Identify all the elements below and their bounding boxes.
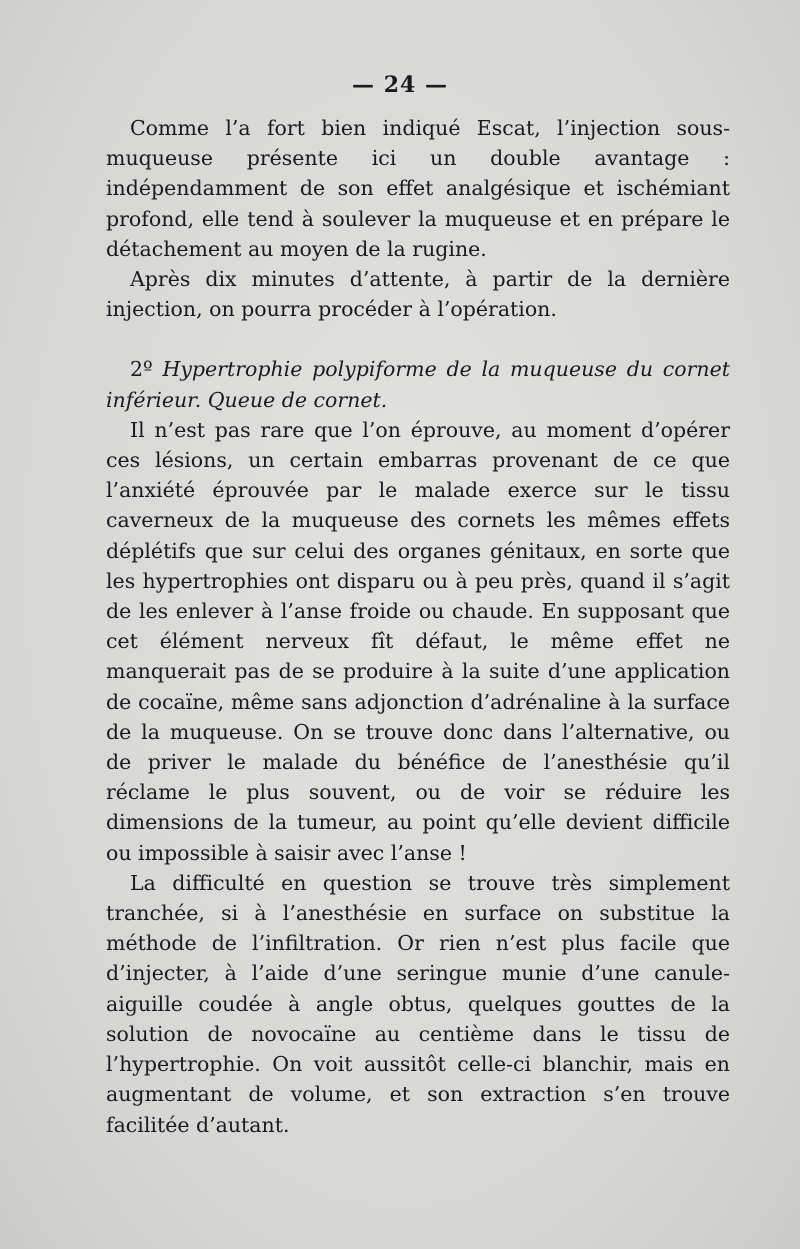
paragraph-attente: Après dix minutes d’attente, à partir de la dernière injection, on pourra procéder à l’opération. [106, 267, 730, 322]
page-number: — 24 — [352, 72, 448, 98]
section-number: 2º [130, 357, 153, 382]
paragraph-escat: Comme l’a fort bien indiqué Escat, l’injection sous-muqueuse présente ici un double avantage : indépendamment de son effet analgésique et ischémiant profond, elle tend à soulever la muqueuse et en prépare le détachement au moyen de la rugine. [106, 116, 730, 261]
section-title: Hypertrophie polypiforme de la muqueuse du cornet inférieur. Queue de cornet. [106, 357, 730, 412]
paragraph-embarras: Il n’est pas rare que l’on éprouve, au moment d’opérer ces lésions, un certain embarras provenant de ce que l’anxiété éprouvée par le malade exerce sur le tissu caverneux de la muqueuse des cornets les mêmes effets déplétifs que sur celui des organes génitaux, en sorte que les hypertrophies ont disparu ou à peu près, quand il s’agit de les enlever à l’anse froide ou chaude. En supposant que cet élément nerveux fît défaut, le même effet ne manquerait pas de se produire à la suite d’une application de cocaïne, même sans adjonction d’adrénaline à la surface de la muqueuse. On se trouve donc dans l’alternative, ou de priver le malade du bénéfice de l’anesthésie qu’il réclame le plus souvent, ou de voir se réduire les dimensions de la tumeur, au point qu’elle devient difficile ou impossible à saisir avec l’anse ! [106, 417, 730, 865]
paragraph-difficulte: La difficulté en question se trouve très simplement tranchée, si à l’anesthésie en surface on substitue la méthode de l’infiltration. Or rien n’est plus facile que d’injecter, à l’aide d’une seringue munie d’une canule-aiguille coudée à angle obtus, quelques gouttes de la solution de novocaïne au centième dans le tissu de l’hypertrophie. On voit aussitôt celle-ci blanchir, mais en augmentant de volume, et son extraction s’en trouve facilitée d’autant. [106, 870, 730, 1137]
section-heading [106, 354, 730, 414]
body-text [106, 113, 730, 1140]
